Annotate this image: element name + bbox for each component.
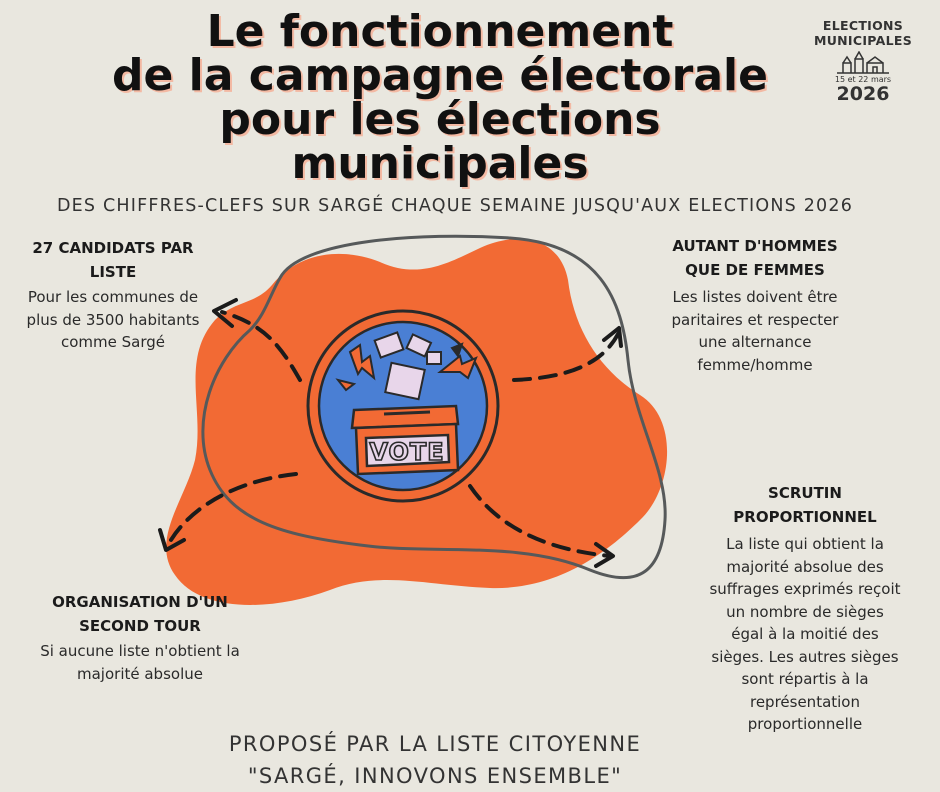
title-line-3: pour les élections: [219, 94, 661, 145]
text-line: une alternance: [698, 333, 812, 351]
heading-line: AUTANT D'HOMMES: [672, 237, 838, 255]
block-heading: [640, 234, 870, 282]
info-block-candidats: [8, 236, 218, 354]
text-line: sièges. Les autres sièges: [711, 647, 899, 666]
subtitle: DES CHIFFRES-CLEFS SUR SARGÉ CHAQUE SEMAINE JUSQU'AUX ELECTIONS 2026: [56, 196, 854, 216]
info-block-parite: [640, 234, 870, 376]
title-line-2: de la campagne électorale: [112, 50, 768, 101]
page-title: [60, 6, 820, 189]
text-line: représentation: [749, 692, 860, 711]
heading-line: 27 CANDIDATS PAR: [32, 239, 194, 257]
text-line: suffrages exprimés reçoit: [709, 580, 901, 598]
footer-line-2: "SARGÉ, INNOVONS ENSEMBLE": [247, 764, 623, 788]
footer-line-1: PROPOSÉ PAR LA LISTE CITOYENNE: [228, 732, 642, 756]
elections-logo: [808, 18, 918, 104]
heading-line: SECOND TOUR: [79, 617, 201, 635]
logo-line-1: ELECTIONS: [822, 18, 904, 33]
block-text: [685, 533, 925, 736]
text-line: Les listes doivent être: [672, 288, 838, 306]
text-line: Pour les communes de: [27, 288, 199, 306]
text-line: sont répartis à la: [741, 670, 869, 688]
text-line: femme/homme: [697, 355, 813, 374]
text-line: La liste qui obtient la: [726, 535, 884, 553]
block-text: [20, 640, 260, 685]
logo-dates: 15 et 22 mars: [834, 75, 892, 84]
town-hall-icon: [833, 51, 893, 75]
heading-line: SCRUTIN: [768, 484, 842, 502]
text-line: majorité absolue: [77, 664, 203, 683]
footer: [150, 728, 720, 792]
heading-line: ORGANISATION D'UN: [52, 593, 228, 611]
text-line: paritaires et respecter: [671, 310, 839, 329]
title-line-1: Le fonctionnement: [206, 6, 674, 57]
text-line: comme Sargé: [60, 333, 165, 351]
text-line: Si aucune liste n'obtient la: [40, 642, 240, 660]
info-block-second-tour: [20, 590, 260, 685]
text-line: égal à la moitié des: [731, 625, 879, 643]
logo-line-2: MUNICIPALES: [813, 33, 913, 48]
block-text: [640, 286, 870, 376]
vote-label: VOTE: [369, 438, 445, 466]
heading-line: PROPORTIONNEL: [733, 508, 877, 526]
logo-year: 2026: [836, 83, 890, 105]
heading-line: QUE DE FEMMES: [685, 261, 825, 279]
heading-line: LISTE: [89, 263, 137, 281]
text-line: plus de 3500 habitants: [26, 310, 200, 329]
block-heading: [8, 236, 218, 284]
block-heading: [20, 590, 260, 638]
text-line: un nombre de sièges: [726, 602, 884, 621]
text-line: majorité absolue des: [726, 557, 884, 576]
block-heading: [685, 481, 925, 529]
info-block-scrutin: [685, 481, 925, 736]
block-text: [8, 286, 218, 354]
title-line-4: municipales: [291, 138, 589, 189]
text-line: proportionnelle: [747, 715, 863, 733]
